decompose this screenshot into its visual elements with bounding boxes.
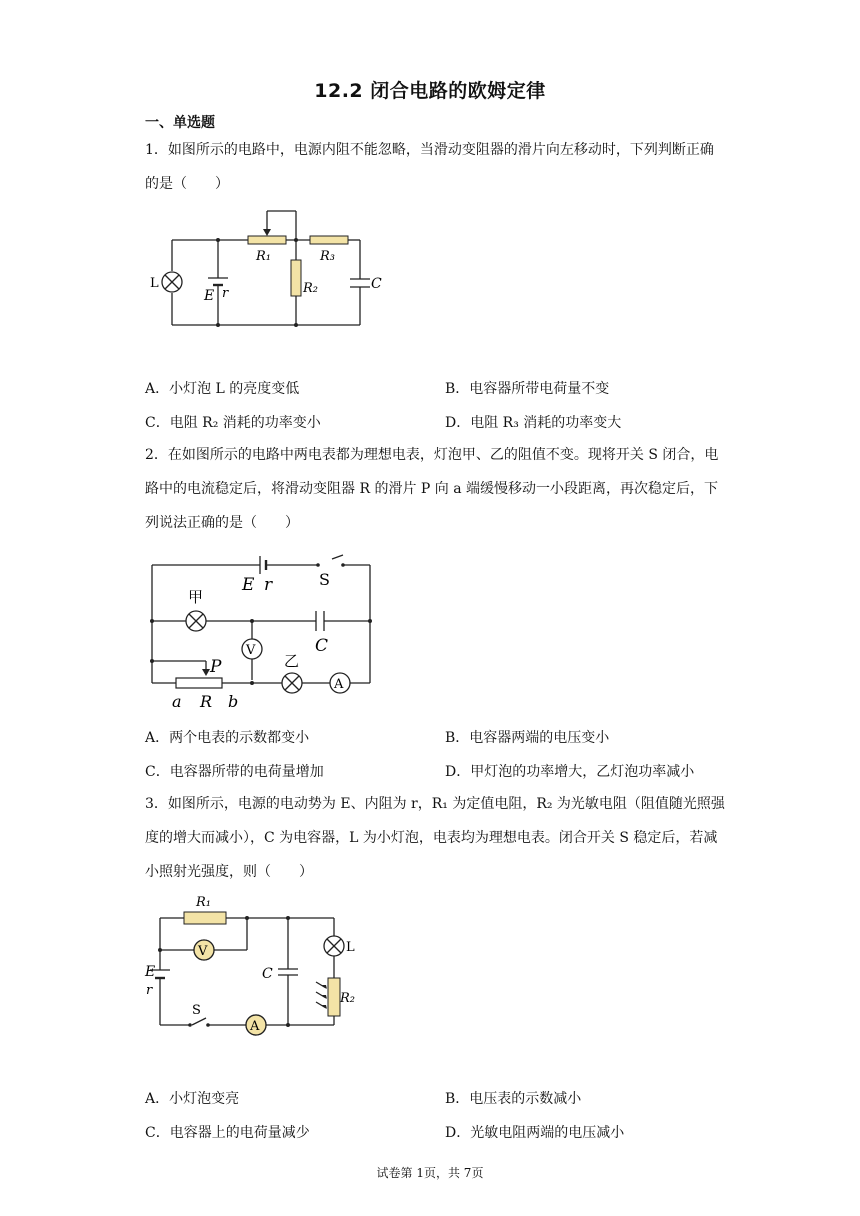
q3-label-R2: R₂ — [340, 991, 355, 1006]
q3-label-C: C — [262, 966, 273, 982]
q1-label-L: L — [150, 276, 159, 291]
q2-label-r: r — [264, 575, 273, 595]
q3-label-V: V — [198, 944, 208, 959]
q2-label-S: S — [319, 570, 330, 589]
q2-label-V: V — [246, 643, 256, 658]
question-3-circuit-diagram — [142, 890, 362, 1045]
q3-label-A: A — [250, 1019, 260, 1034]
question-2-option-b: B．电容器两端的电压变小 — [445, 730, 610, 746]
q2-label-R: R — [200, 692, 213, 711]
q2-label-A: A — [334, 677, 344, 692]
question-1-option-a: A．小灯泡 L 的亮度变低 — [145, 381, 300, 397]
q1-label-R2: R₂ — [303, 281, 318, 296]
q3-label-r: r — [146, 983, 153, 998]
question-2-option-a: A．两个电表的示数都变小 — [145, 730, 310, 746]
question-3-option-b: B．电压表的示数减小 — [445, 1091, 582, 1107]
question-1-option-d: D．电阻 R₃ 消耗的功率变大 — [445, 415, 622, 431]
question-3-option-a: A．小灯泡变亮 — [145, 1091, 240, 1107]
question-2-option-c: C．电容器所带的电荷量增加 — [145, 764, 324, 780]
q1-label-E: E — [204, 288, 215, 304]
question-3-option-c: C．电容器上的电荷量减少 — [145, 1125, 310, 1141]
q2-label-C: C — [315, 636, 329, 656]
question-1-option-c: C．电阻 R₂ 消耗的功率变小 — [145, 415, 321, 431]
question-2-option-d: D．甲灯泡的功率增大，乙灯泡功率减小 — [445, 764, 695, 780]
question-2-circuit-diagram — [148, 545, 378, 710]
q1-label-r: r — [222, 286, 229, 301]
q3-label-L: L — [346, 940, 355, 955]
question-3-option-d: D．光敏电阻两端的电压减小 — [445, 1125, 625, 1141]
q2-label-P: P — [210, 657, 222, 677]
q2-label-yi: 乙 — [284, 652, 300, 670]
q2-label-b: b — [228, 692, 239, 711]
q2-label-a: a — [172, 692, 182, 711]
q3-label-S: S — [192, 1003, 201, 1018]
question-1-option-b: B．电容器所带电荷量不变 — [445, 381, 610, 397]
question-2-stem: 2．在如图所示的电路中两电表都为理想电表，灯泡甲、乙的阻值不变。现将开关 S 闭合，电路中的电流稳定后，将滑动变阻器 R 的滑片 P 向 a 端缓慢移动一小段距离，再次稳定后，下列说法正确的是（ ） — [145, 447, 719, 531]
q2-label-jia: 甲 — [188, 588, 204, 606]
q3-label-R1: R₁ — [196, 895, 211, 910]
question-1-stem: 1．如图所示的电路中，电源内阻不能忽略，当滑动变阻器的滑片向左移动时，下列判断正确的是（ ） — [145, 142, 714, 192]
question-3-stem: 3．如图所示，电源的电动势为 E、内阻为 r，R₁ 为定值电阻，R₂ 为光敏电阻（阻值随光照强度的增大而减小），C 为电容器，L 为小灯泡，电表均为理想电表。闭合开关 S 稳定后，若减小照射光强度，则（ ） — [145, 796, 725, 880]
q1-label-R3: R₃ — [320, 249, 335, 264]
question-1-circuit-diagram — [150, 205, 390, 335]
page-title: 12.2 闭合电路的欧姆定律 — [314, 80, 546, 102]
q2-label-E: E — [242, 575, 255, 595]
q3-label-E: E — [145, 964, 156, 980]
page-footer: 试卷第 1页，共 7页 — [376, 1166, 484, 1180]
q1-label-C: C — [371, 276, 382, 292]
section-heading: 一、单选题 — [145, 115, 215, 131]
q1-label-R1: R₁ — [256, 249, 271, 264]
